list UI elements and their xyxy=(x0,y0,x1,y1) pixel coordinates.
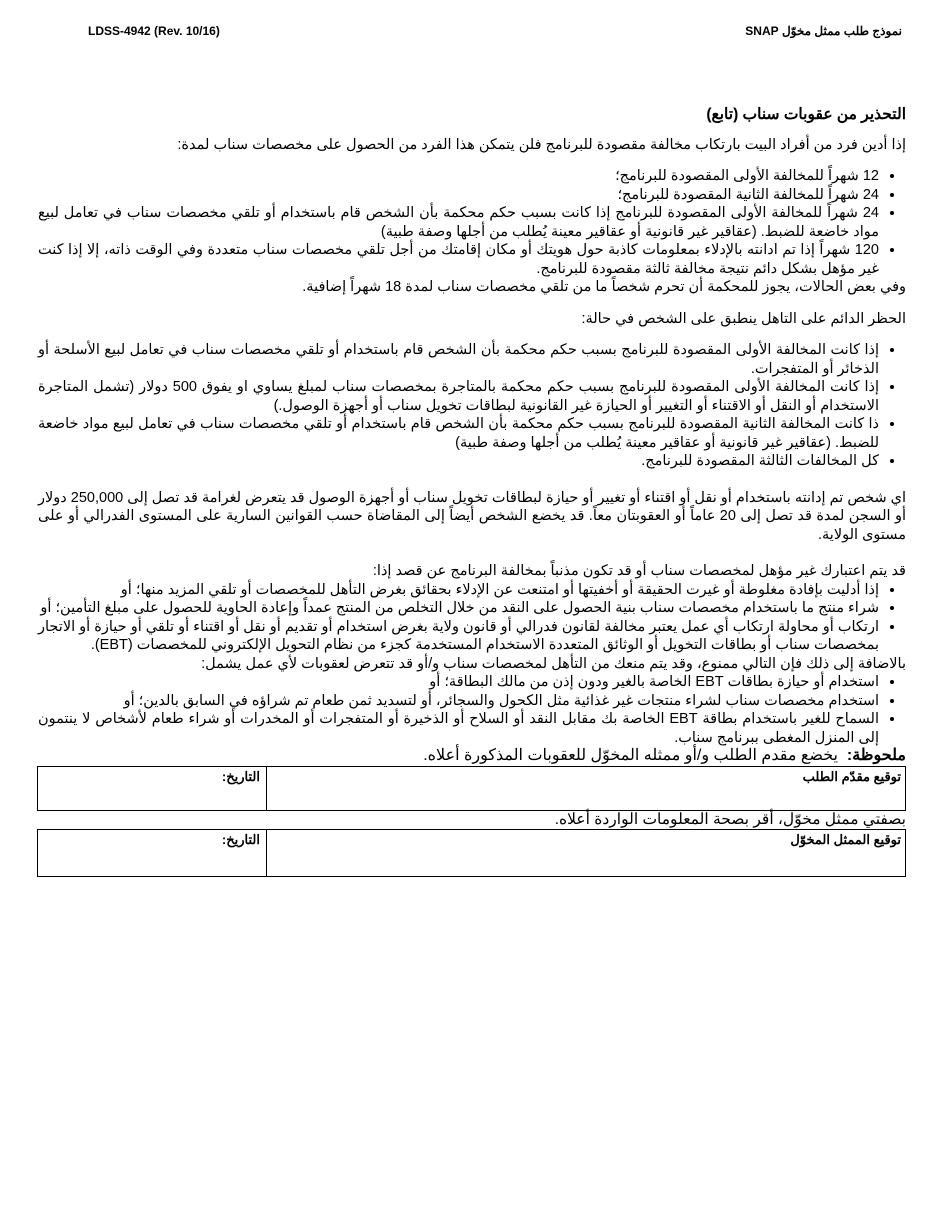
attestation-text: بصفتي ممثل مخوّل، أقر بصحة المعلومات الواردة أعلاه. xyxy=(554,810,906,828)
disqualification-list xyxy=(38,167,906,278)
applicant-signature-field[interactable] xyxy=(266,767,905,810)
permanent-intro: الحظر الدائم على التاهل ينطبق على الشخص في حالة: xyxy=(581,310,906,327)
list-item: • شراء منتج ما باستخدام مخصصات سناب بنية الحصول على النقد من خلال التخلص من المنتج عمداً وإعادة الحاوية للحصول على مبلغ التأمين؛ أو xyxy=(38,599,879,618)
permanent-cases-list xyxy=(38,341,906,471)
list-item: • كل المخالفات الثالثة المقصودة للبرنامج. xyxy=(38,452,879,471)
penalty-paragraph: اي شخص تم إدانته باستخدام أو نقل أو اقتناء أو تغيير أو حيازة لبطاقات تخويل سناب أو أجهزة الوصول قد يتعرض لغرامة قد تصل إلى 250,000 دولار أو السجن لمدة قد تصل إلى 20 عاماً أو العقوبتان معاً. قد يخضع الشخص أيضاً إلى المقاضاة حسب القوانين السارية على المستوى الفدرالي أو على مستوى الولاية. xyxy=(38,489,907,543)
list-item: • السماح للغير باستخدام بطاقة EBT الخاصة بك مقابل النقد أو السلاح أو الذخيرة أو المتفجرات أو المخدرات أو شراء طعام لأشخاص لا ينتمون إلى المنزل المغطى ببرنامج سناب. xyxy=(38,710,879,747)
court-note: وفي بعض الحالات، يجوز للمحكمة أن تحرم شخصاً ما من تلقي مخصصات سناب لمدة 18 شهراً إضافية. xyxy=(302,279,906,295)
prohibited-intro: بالاضافة إلى ذلك فإن التالي ممنوع، وقد يتم منعك من التأهل لمخصصات سناب و/أو قد تتعرض لعقوبات لأي عمل يشمل: xyxy=(201,655,906,672)
representative-signature-field[interactable] xyxy=(266,830,905,876)
list-item: • إذا أدليت بإفادة مغلوطة أو غيرت الحقيقة أو أخفيتها أو امتنعت عن الإدلاء بحقائق بغرض التأهل للمخصصات أو تلقي المزيد منها؛ أو xyxy=(38,581,879,600)
note-label: ملحوظة: xyxy=(846,747,906,764)
list-item: • 24 شهراً للمخالفة الأولى المقصودة للبرنامج إذا كانت بسبب حكم محكمة بأن الشخص قام باستخدام أو تلقي مخصصات سناب في تعامل لبيع مواد خاضعة للضبط. (عقاقير غير قانونية أو عقاقير معينة يُطلب من أجلها وصفة طبية) xyxy=(38,204,879,241)
applicant-signature-box xyxy=(37,766,906,811)
list-item: • 24 شهراً للمخالفة الثانية المقصودة للبرنامج؛ xyxy=(38,186,879,205)
section-title: التحذير من عقوبات سناب (تابع) xyxy=(706,106,906,123)
applicant-date-label: التاريخ: xyxy=(221,768,260,784)
applicant-date-field[interactable] xyxy=(38,767,266,810)
violations-list xyxy=(38,581,906,655)
violations-intro: قد يتم اعتبارك غير مؤهل لمخصصات سناب أو قد تكون مذنباً بمخالفة البرنامج عن قصد إذا: xyxy=(372,563,906,579)
list-item: • استخدام أو حيازة بطاقات EBT الخاصة بالغير ودون إذن من مالك البطاقة؛ أو xyxy=(38,673,879,692)
prohibited-list xyxy=(38,673,906,747)
representative-signature-label: توقيع الممثل المخوّل xyxy=(790,832,901,847)
intro-text: إذا أدين فرد من أفراد البيت بارتكاب مخالفة مقصودة للبرنامج فلن يتمكن هذا الفرد من الحصول على مخصصات سناب لمدة: xyxy=(177,136,906,153)
form-number: LDSS-4942 (Rev. 10/16) xyxy=(88,24,220,38)
list-item: • استخدام مخصصات سناب لشراء منتجات غير غذائية مثل الكحول والسجائر، أو لتسديد ثمن طعام تم شراؤه في السابق بالدين؛ أو xyxy=(38,692,879,711)
applicant-signature-label: توقيع مقدّم الطلب xyxy=(802,768,901,784)
list-item: • إذا كانت المخالفة الأولى المقصودة للبرنامج بسبب حكم محكمة بأن الشخص قام باستخدام أو تلقي مخصصات سناب في تعامل لبيع الأسلحة أو الذخائر أو المتفجرات. xyxy=(38,341,879,378)
list-item: • إذا كانت المخالفة الأولى المقصودة للبرنامج بسبب حكم محكمة بالمتاجرة بمخصصات سناب لمبلغ يساوي او يفوق 500 دولار (تشمل المتاجرة الاستخدام أو النقل أو الاقتناء أو التغيير أو الحيازة غير القانونية لبطاقات تخويل سناب أو أجهزة الوصول.) xyxy=(38,378,879,415)
list-item: • 12 شهراً للمخالفة الأولى المقصودة للبرنامج؛ xyxy=(38,167,879,186)
note-text: يخضع مقدم الطلب و/أو ممثله المخوّل للعقوبات المذكورة أعلاه. xyxy=(423,747,838,764)
list-item: • 120 شهراً إذا تم ادانته بالإدلاء بمعلومات كاذبة حول هويتك أو مكان إقامتك من أجل تلقي مخصصات سناب متعددة وفي الوقت ذاته، إلا إذا كنت غير مؤهل بشكل دائم نتيجة مخالفة ثالثة مقصودة للبرنامج. xyxy=(38,241,879,278)
list-item: • ذا كانت المخالفة الثانية المقصودة للبرنامج بسبب حكم محكمة بأن الشخص قام باستخدام أو تلقي مخصصات سناب في تعامل لبيع مواد خاضعة للضبط. (عقاقير غير قانونية أو عقاقير معينة يُطلب من أجلها وصفة طبية) xyxy=(38,415,879,452)
list-item: • ارتكاب أو محاولة ارتكاب أي عمل يعتبر مخالفة لقانون فدرالي أو قانون ولاية بغرض استخدام أو تقديم أو نقل أو اقتناء أو تلقي أو حيازة أو الاتجار بمخصصات سناب أو بطاقات التخويل أو الوثائق المتعددة الاستخدام المستخدمة كجزء من نظام التحويل الإلكتروني للمخصصات (EBT). xyxy=(38,618,879,655)
note xyxy=(38,747,906,766)
representative-date-label: التاريخ: xyxy=(221,832,260,847)
representative-signature-box xyxy=(37,829,906,877)
representative-date-field[interactable] xyxy=(38,830,266,876)
document-body xyxy=(38,106,906,877)
form-title: نموذج طلب ممثل مخوّل SNAP xyxy=(745,24,902,38)
